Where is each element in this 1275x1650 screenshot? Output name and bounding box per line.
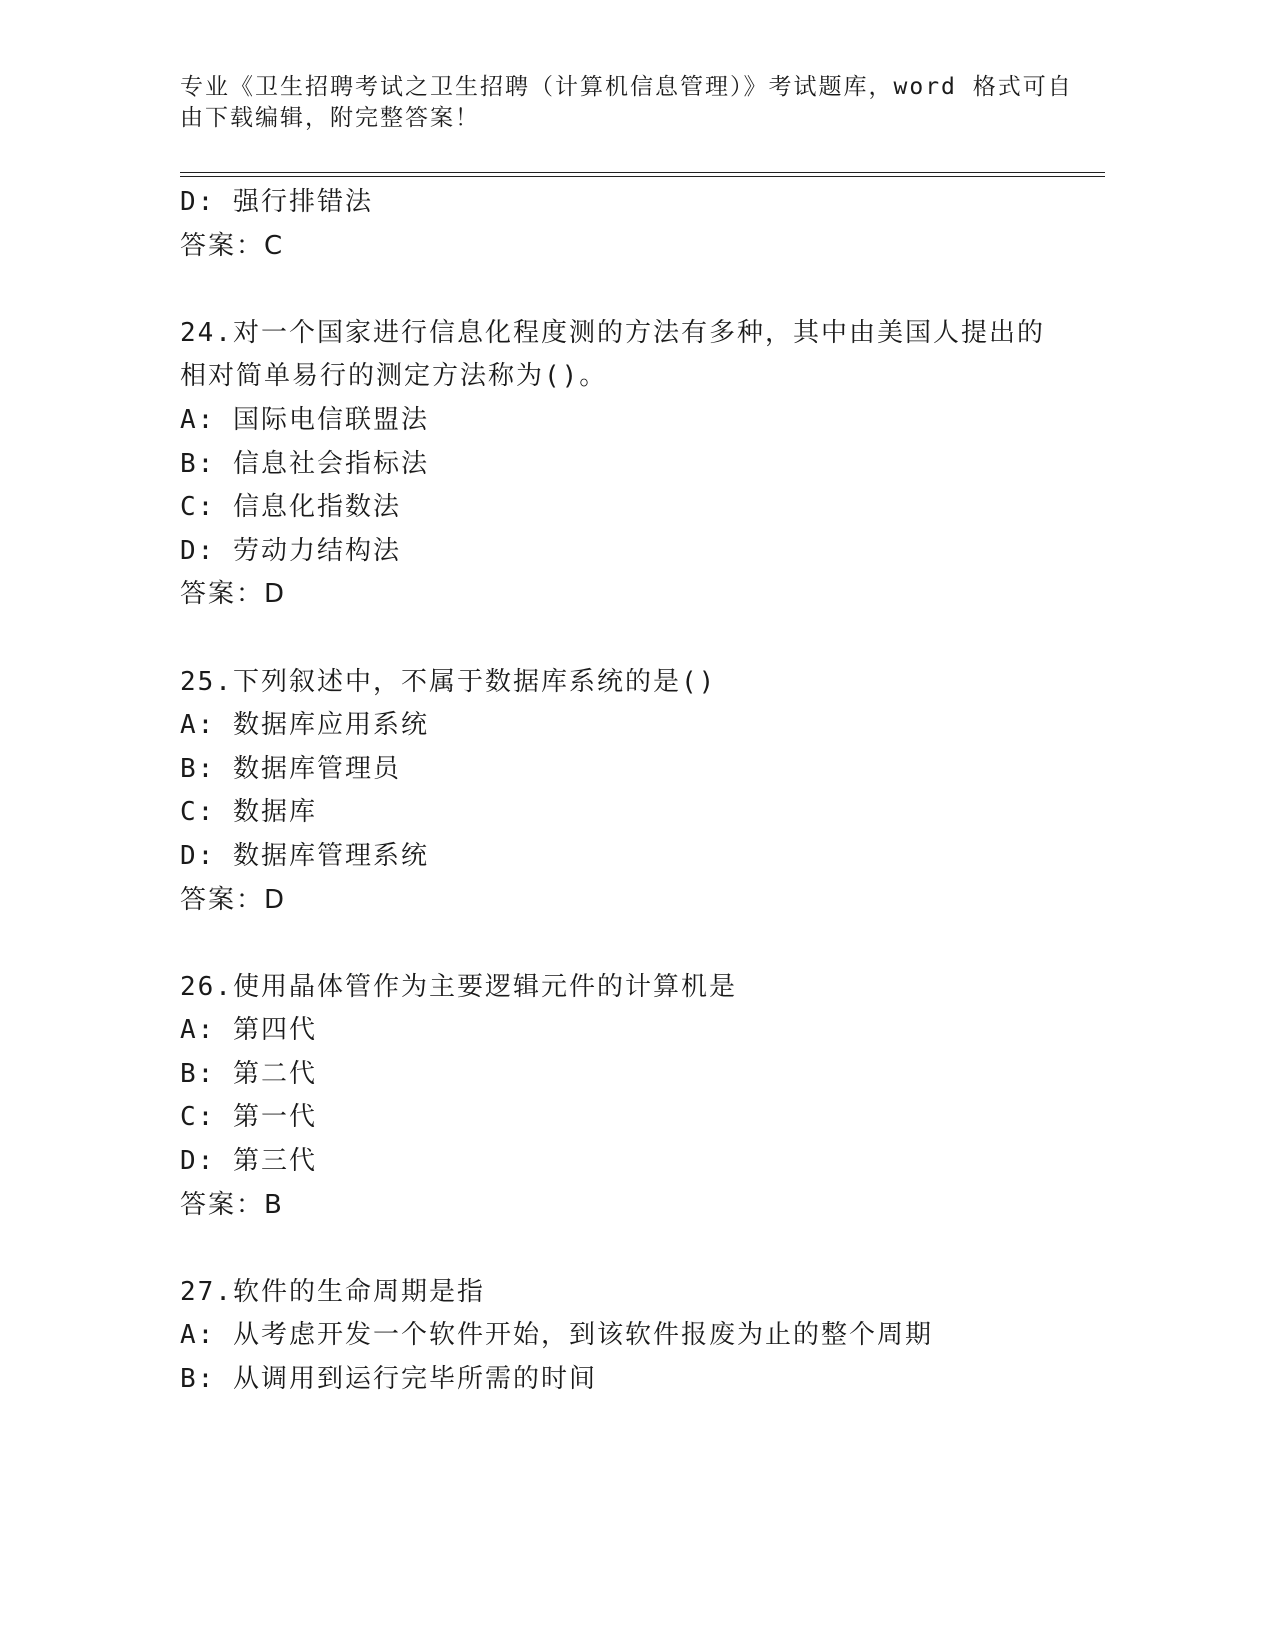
option-b: B: 数据库管理员 [180,753,401,784]
option-c: C: 数据库 [180,797,317,828]
question-stem: 27.软件的生命周期是指 [180,1276,485,1307]
option-c: C: 信息化指数法 [180,492,401,523]
answer: 答案：D [180,579,287,610]
spacer [180,617,1105,661]
document-header [180,72,1073,134]
spacer [180,268,1105,312]
answer: 答案：C [180,230,285,261]
answer: 答案：B [180,1189,284,1220]
question-stem: 26.使用晶体管作为主要逻辑元件的计算机是 [180,971,737,1002]
option-b: B: 第二代 [180,1058,317,1089]
option-b: B: 信息社会指标法 [180,448,429,479]
question-26 [180,966,1105,1228]
option-c: C: 第一代 [180,1102,317,1133]
option-a: A: 国际电信联盟法 [180,404,429,435]
option-d: D: 强行排错法 [180,187,373,217]
option-d: D: 劳动力结构法 [180,535,401,566]
question-stem: 25.下列叙述中，不属于数据库系统的是() [180,666,717,697]
spacer [180,922,1105,966]
question-27 [180,1271,1105,1402]
header-line-2: 由下载编辑，附完整答案！ [180,105,480,131]
answer: 答案：D [180,884,287,915]
question-list [180,181,1105,1402]
option-d: D: 第三代 [180,1146,317,1177]
option-a: A: 数据库应用系统 [180,710,429,741]
option-a: A: 第四代 [180,1015,317,1046]
question-24 [180,312,1105,617]
option-d: D: 数据库管理系统 [180,840,429,871]
question-stem-continued: 相对简单易行的测定方法称为()。 [180,361,608,392]
question-stem: 24.对一个国家进行信息化程度测的方法有多种，其中由美国人提出的 [180,317,1045,348]
question-25 [180,661,1105,923]
option-a: A: 从考虑开发一个软件开始，到该软件报废为止的整个周期 [180,1320,933,1351]
header-divider-top [180,172,1105,173]
option-b: B: 从调用到运行完毕所需的时间 [180,1364,597,1395]
spacer [180,1227,1105,1271]
header-divider-bottom [180,176,1105,177]
question-23-tail [180,181,1105,268]
header-line-1: 专业《卫生招聘考试之卫生招聘（计算机信息管理）》考试题库，word 格式可自 [180,74,1073,100]
